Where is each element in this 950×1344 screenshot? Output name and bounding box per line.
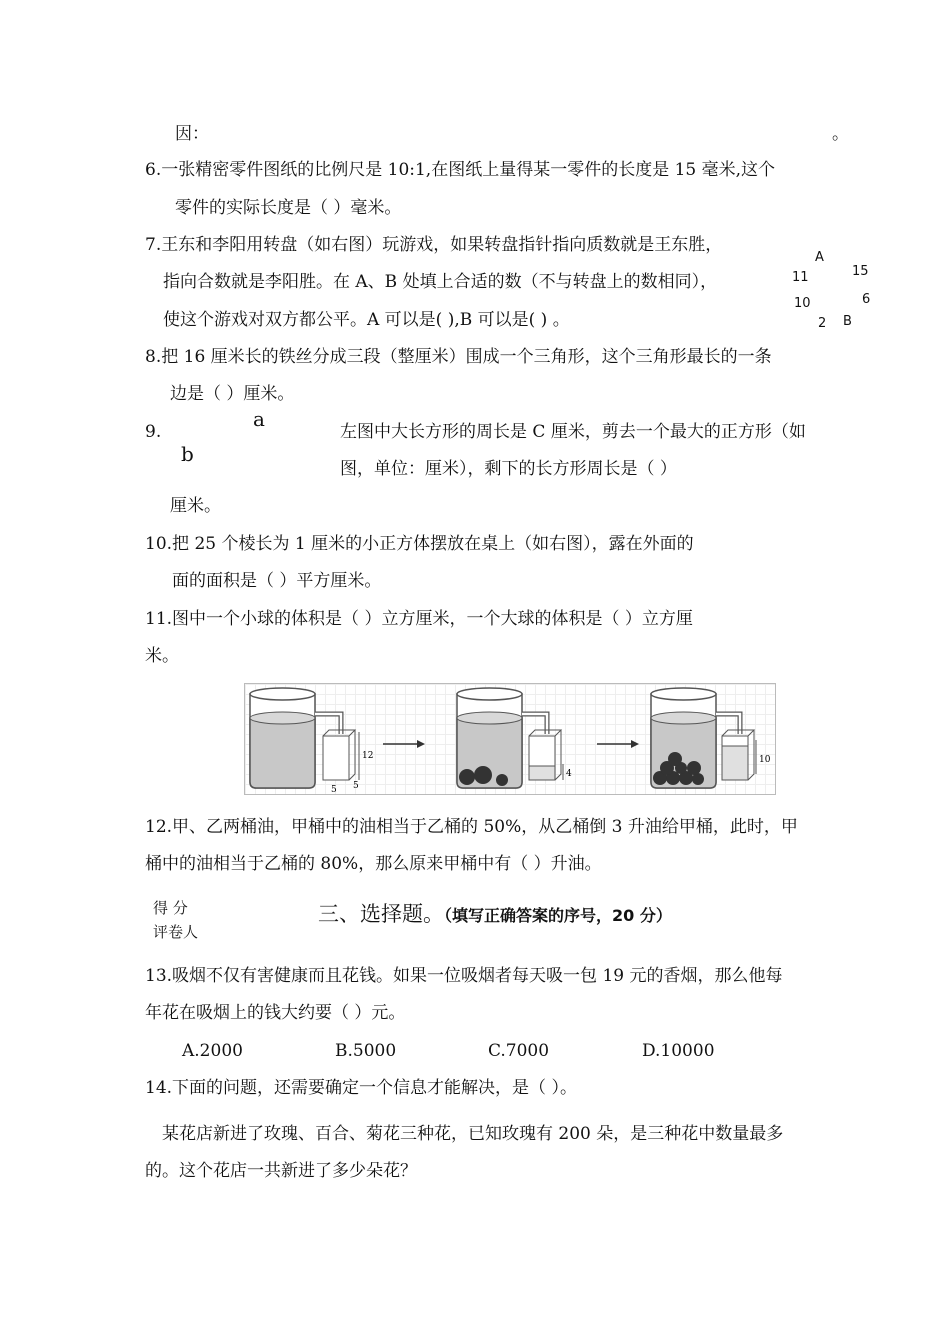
spinner-label-10: 10 [794, 296, 811, 311]
q11-line1: 11.图中一个小球的体积是（ ）立方厘米，一个大球的体积是（ ）立方厘 [145, 609, 693, 629]
tank-2 [457, 688, 563, 788]
line-reason: 因： [175, 124, 209, 144]
line-reason-end: 。 [832, 124, 849, 144]
q11-line2: 米。 [145, 646, 179, 666]
q7-line2: 指向合数就是李阳胜。在 A、B 处填上合适的数（不与转盘上的数相同）， [163, 272, 718, 292]
q13-option-a: A.2000 [182, 1041, 243, 1061]
rect-label-a: a [253, 407, 265, 431]
spinner-label-2: 2 [818, 316, 827, 331]
rect-label-b: b [181, 442, 194, 466]
q12-line2: 桶中的油相当于乙桶的 80%，那么原来甲桶中有（ ）升油。 [145, 854, 602, 874]
q9-line3: 厘米。 [170, 496, 221, 516]
tank-figure [244, 683, 776, 795]
spinner-label-15: 15 [852, 264, 869, 279]
q14-problem-line2: 的。这个花店一共新进了多少朵花？ [145, 1161, 417, 1181]
q13-line1: 13.吸烟不仅有害健康而且花钱。如果一位吸烟者每天吸一包 19 元的香烟，那么他每 [145, 966, 783, 986]
spinner-label-6: 6 [862, 292, 871, 307]
tank-3 [651, 688, 756, 788]
q6-line2: 零件的实际长度是（ ）毫米。 [175, 198, 402, 218]
tank-dim-4: 4 [566, 769, 572, 779]
q8-line2: 边是（ ）厘米。 [170, 384, 295, 404]
section-3-title [318, 902, 672, 928]
tank-dim-10: 10 [759, 755, 771, 765]
q10-line1: 10.把 25 个棱长为 1 厘米的小正方体摆放在桌上（如右图），露在外面的 [145, 534, 694, 554]
grader-label: 评卷人 [153, 923, 199, 941]
q9-number: 9. [145, 422, 162, 442]
spinner-label-b: B [843, 314, 852, 329]
section-3-note: （填写正确答案的序号，20 分） [444, 906, 672, 925]
q8-line1: 8.把 16 厘米长的铁丝分成三段（整厘米）围成一个三角形，这个三角形最长的一条 [145, 347, 772, 367]
q14-problem-line1: 某花店新进了玫瑰、百合、菊花三种花，已知玫瑰有 200 朵，是三种花中数量最多 [162, 1124, 784, 1144]
q12-line1: 12.甲、乙两桶油，甲桶中的油相当于乙桶的 50%，从乙桶倒 3 升油给甲桶，此时，甲 [145, 817, 798, 837]
score-label: 得 分 [153, 899, 188, 917]
spinner-label-11: 11 [792, 270, 809, 285]
q6-line1: 6.一张精密零件图纸的比例尺是 10:1,在图纸上量得某一零件的长度是 15 毫米,这个 [145, 160, 776, 180]
tank-dim-5a: 5 [331, 785, 337, 794]
q13-option-b: B.5000 [335, 1041, 397, 1061]
q13-line2: 年花在吸烟上的钱大约要（ ）元。 [145, 1003, 406, 1023]
tank-illustration [245, 684, 775, 794]
tank-dim-12: 12 [362, 751, 374, 761]
q13-option-c: C.7000 [488, 1041, 550, 1061]
section-3-heading: 三、选择题。 [318, 902, 444, 926]
q7-line1: 7.王东和李阳用转盘（如右图）玩游戏，如果转盘指针指向质数就是王东胜， [145, 235, 723, 255]
q9-line1: 左图中大长方形的周长是 C 厘米，剪去一个最大的正方形（如 [340, 422, 806, 442]
q10-line2: 面的面积是（ ）平方厘米。 [172, 571, 382, 591]
tank-dim-5b: 5 [353, 781, 359, 791]
spinner-label-a: A [815, 250, 824, 265]
q7-line3: 使这个游戏对双方都公平。A 可以是( ),B 可以是( ) 。 [163, 310, 570, 330]
q14-line1: 14.下面的问题，还需要确定一个信息才能解决，是（ ）。 [145, 1078, 577, 1098]
q9-line2: 图，单位：厘米），剩下的长方形周长是（ ） [340, 459, 677, 479]
tank-1 [250, 688, 359, 788]
q13-option-d: D.10000 [642, 1041, 715, 1061]
